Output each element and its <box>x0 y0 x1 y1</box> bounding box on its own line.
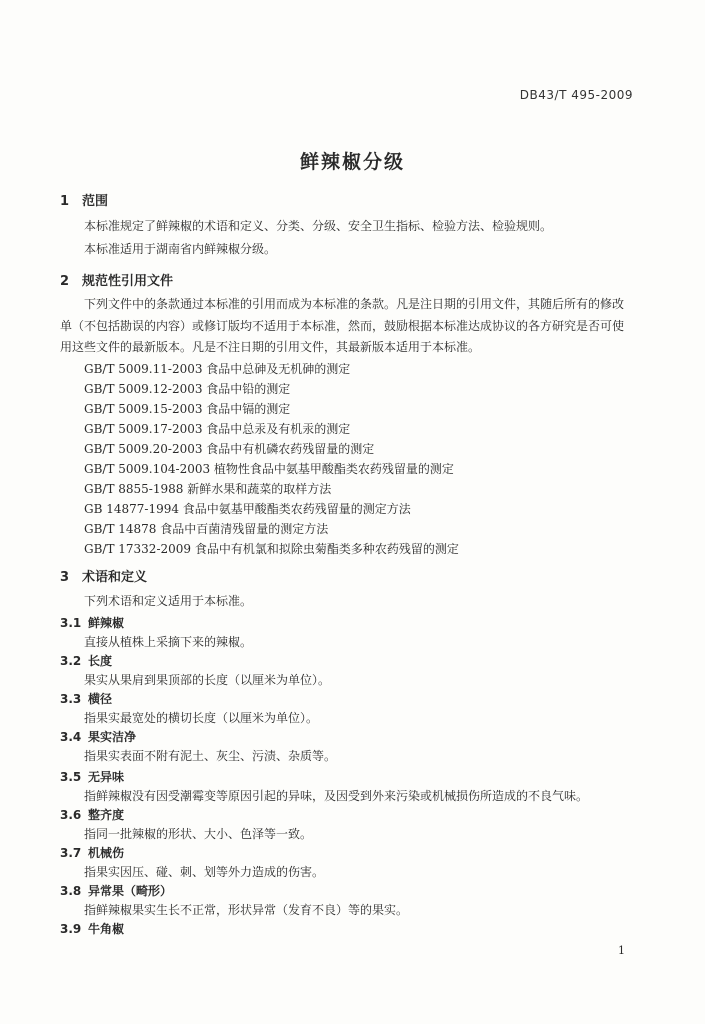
term-definition: 指鲜辣椒果实生长不正常，形状异常（发育不良）等的果实。 <box>84 903 409 917</box>
term-heading-3-9 <box>60 920 124 937</box>
section-title: 规范性引用文件 <box>82 274 174 289</box>
section-2-intro: 下列文件中的条款通过本标准的引用而成为本标准的条款。凡是注日期的引用文件，其随后所有的修改单（不包括勘误的内容）或修订版均不适用于本标准，然而，鼓励根据本标准达成协议的各方研究是否可使用这些文件的最新版本。凡是不注日期的引用文件，其最新版本适用于本标准。 <box>60 297 625 354</box>
section-number: 2 <box>60 274 70 289</box>
section-title: 范围 <box>82 194 109 209</box>
section-1-para-2: 本标准适用于湖南省内鲜辣椒分级。 <box>84 242 277 256</box>
ref-item: GB/T 5009.104-2003 植物性食品中氨基甲酸酯类农药残留量的测定 <box>84 462 454 476</box>
term-heading-3-2 <box>60 652 112 669</box>
section-1-heading <box>60 190 108 209</box>
section-number: 3 <box>60 570 70 585</box>
term-heading-3-7 <box>60 844 124 861</box>
term-number: 3.7 <box>60 846 82 860</box>
term-number: 3.2 <box>60 654 82 668</box>
term-name: 果实洁净 <box>88 730 137 744</box>
term-definition: 直接从植株上采摘下来的辣椒。 <box>84 635 253 649</box>
term-name: 横径 <box>88 692 113 706</box>
term-heading-3-8 <box>60 882 172 899</box>
section-2-heading <box>60 270 173 289</box>
page-title: 鲜辣椒分级 <box>299 151 405 173</box>
term-definition: 指果实最宽处的横切长度（以厘米为单位）。 <box>84 711 319 725</box>
ref-item: GB/T 5009.12-2003 食品中铅的测定 <box>84 382 291 396</box>
term-name: 鲜辣椒 <box>88 616 125 630</box>
term-definition: 指鲜辣椒没有因受潮霉变等原因引起的异味，及因受到外来污染或机械损伤所造成的不良气味。 <box>84 789 589 803</box>
ref-item: GB/T 8855-1988 新鲜水果和蔬菜的取样方法 <box>84 482 332 496</box>
term-definition: 指果实因压、碰、刺、划等外力造成的伤害。 <box>84 865 325 879</box>
term-number: 3.4 <box>60 730 82 744</box>
term-heading-3-3 <box>60 690 112 707</box>
ref-item: GB/T 14878 食品中百菌清残留量的测定方法 <box>84 522 329 536</box>
section-number: 1 <box>60 194 70 209</box>
term-heading-3-4 <box>60 728 136 745</box>
term-definition: 指果实表面不附有泥土、灰尘、污渍、杂质等。 <box>84 749 337 763</box>
term-number: 3.5 <box>60 770 82 784</box>
term-definition: 果实从果肩到果顶部的长度（以厘米为单位）。 <box>84 673 331 687</box>
ref-item: GB/T 5009.11-2003 食品中总砷及无机砷的测定 <box>84 362 351 376</box>
term-name: 整齐度 <box>88 808 125 822</box>
term-name: 机械伤 <box>88 846 125 860</box>
ref-item: GB/T 5009.20-2003 食品中有机磷农药残留量的测定 <box>84 442 375 456</box>
term-heading-3-5 <box>60 768 124 785</box>
term-name: 长度 <box>88 654 113 668</box>
page-number: 1 <box>618 944 625 957</box>
term-name: 无异味 <box>88 770 125 784</box>
section-3-intro: 下列术语和定义适用于本标准。 <box>84 594 253 608</box>
ref-item: GB/T 17332-2009 食品中有机氯和拟除虫菊酯类多种农药残留的测定 <box>84 542 459 556</box>
term-number: 3.8 <box>60 884 82 898</box>
term-name: 异常果（畸形） <box>88 884 173 898</box>
term-name: 牛角椒 <box>88 922 125 936</box>
term-definition: 指同一批辣椒的形状、大小、色泽等一致。 <box>84 827 313 841</box>
section-3-heading <box>60 566 147 585</box>
section-1-para-1: 本标准规定了鲜辣椒的术语和定义、分类、分级、安全卫生指标、检验方法、检验规则。 <box>84 219 553 233</box>
term-number: 3.9 <box>60 922 82 936</box>
term-heading-3-6 <box>60 806 124 823</box>
ref-item: GB/T 5009.15-2003 食品中镉的测定 <box>84 402 291 416</box>
term-heading-3-1 <box>60 614 124 631</box>
ref-item: GB/T 5009.17-2003 食品中总汞及有机汞的测定 <box>84 422 351 436</box>
ref-item: GB 14877-1994 食品中氨基甲酸酯类农药残留量的测定方法 <box>84 502 411 516</box>
term-number: 3.3 <box>60 692 82 706</box>
term-number: 3.6 <box>60 808 82 822</box>
term-number: 3.1 <box>60 616 82 630</box>
standard-code: DB43/T 495-2009 <box>519 88 633 102</box>
section-title: 术语和定义 <box>82 570 148 585</box>
